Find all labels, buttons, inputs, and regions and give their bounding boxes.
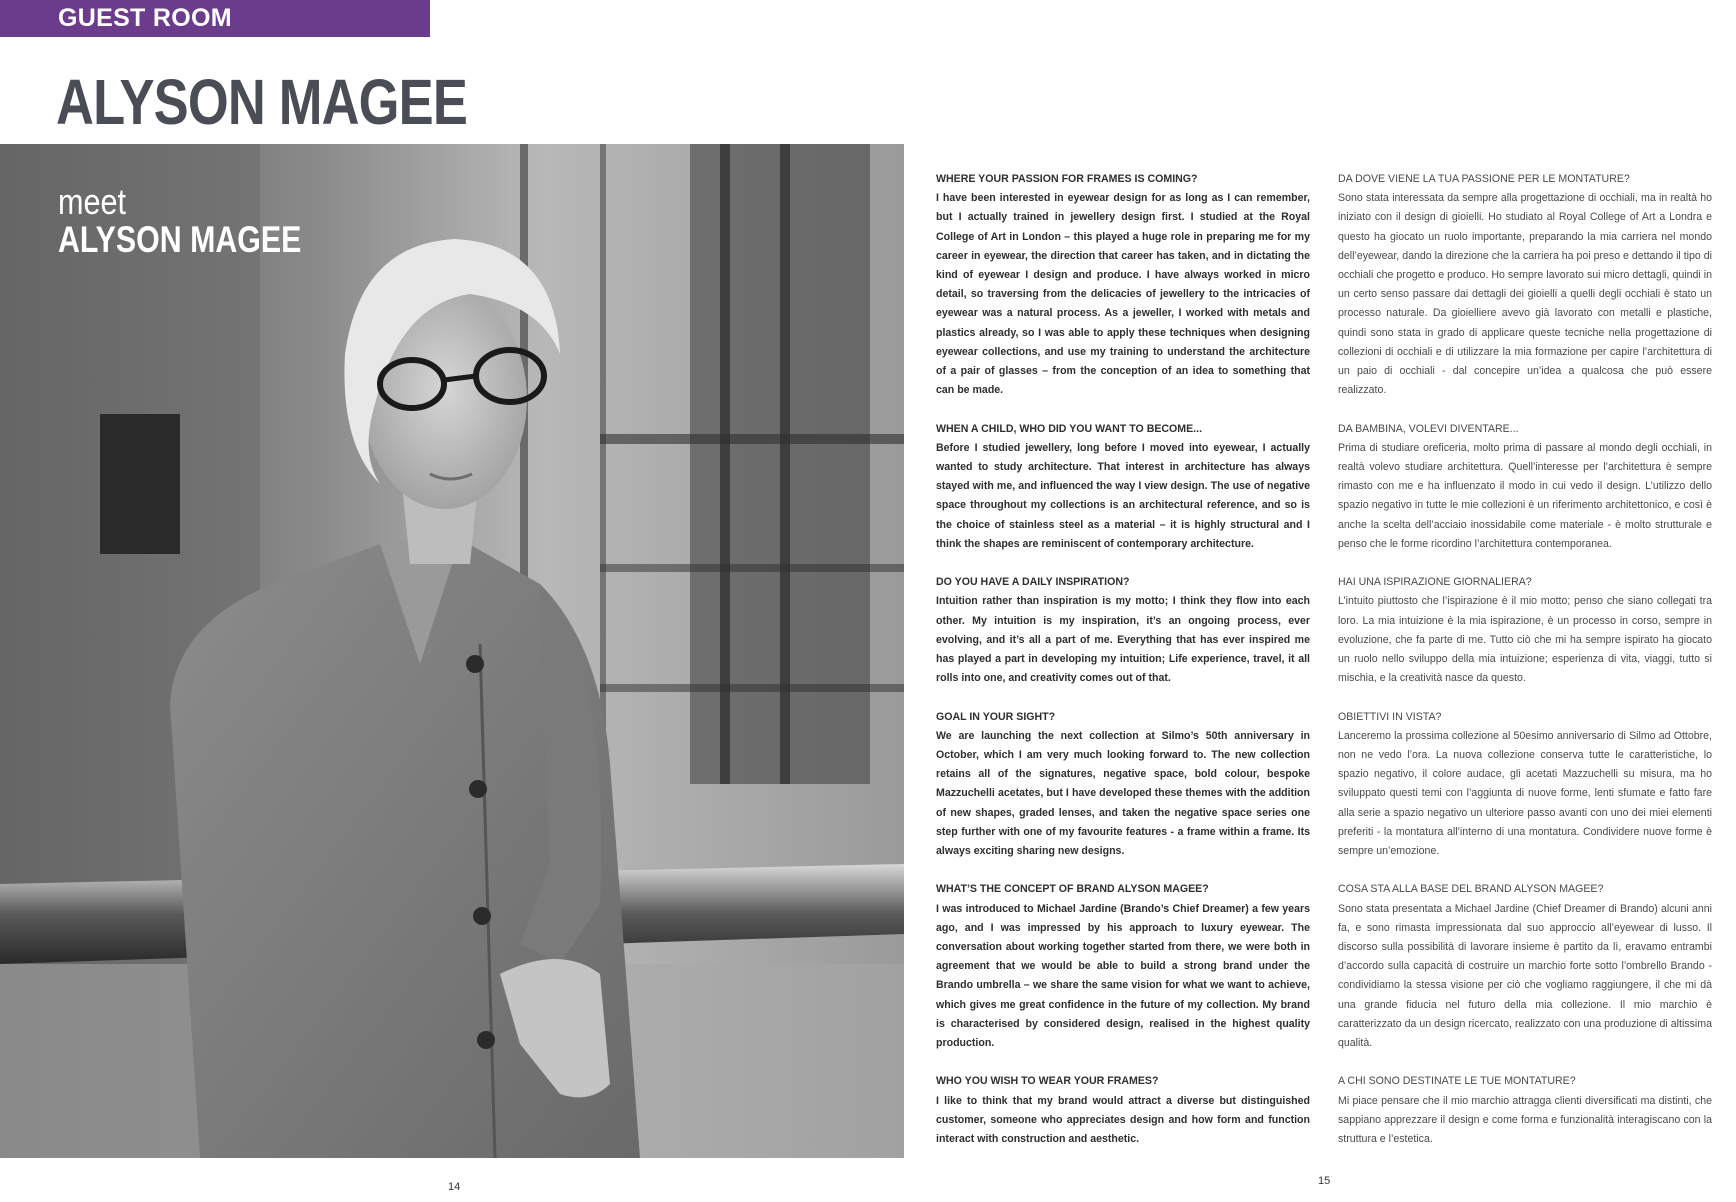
meet-word: meet (58, 181, 127, 222)
meet-overlay (58, 181, 355, 260)
italian-column (1338, 170, 1712, 1168)
answer: Sono stata presentata a Michael Jardine (Chief Dreamer di Brando) alcuni anni fa, e sono rimasta impressionata dal suo approccio all’eyewear di lusso. Il discorso sulla possibilità di lavorare insieme è partito da lì, eravamo entrambi d’accordo sulla capacità di costruire un marchio forte sotto l’ombrello Brando - condividiamo la stessa visione per ciò che vogliamo raggiungere, il che mi dà una grande fiducia nel futuro della mia collezione. Il mio marchio è caratterizzato da un design ricercato, realizzato con una produzione di altissima qualità. (1338, 902, 1712, 1050)
qa-block (1338, 170, 1712, 400)
qa-block (1338, 708, 1712, 862)
question: OBIETTIVI IN VISTA? (1338, 710, 1442, 723)
question: A CHI SONO DESTINATE LE TUE MONTATURE? (1338, 1075, 1576, 1088)
qa-block (1338, 880, 1712, 1053)
question: DO YOU HAVE A DAILY INSPIRATION? (936, 576, 1130, 589)
section-label: GUEST ROOM (0, 0, 430, 37)
page-title: ALYSON MAGEE (56, 66, 468, 138)
overlay-name: ALYSON MAGEE (58, 219, 302, 260)
question: HAI UNA ISPIRAZIONE GIORNALIERA? (1338, 576, 1532, 589)
answer: Intuition rather than inspiration is my motto; I think they flow into each other. My intuition is my inspiration, it’s an ongoing process, ever evolving, and it’s all a part of me. Everything that has ever inspired me has played a part in developing my intuition; Life experience, travel, it all rolls into one, and creativity comes out of that. (936, 595, 1310, 685)
question: WHAT’S THE CONCEPT OF BRAND ALYSON MAGEE? (936, 883, 1209, 896)
portrait-photo (0, 144, 904, 1158)
qa-block (936, 420, 1310, 554)
qa-block (1338, 420, 1712, 554)
answer: I like to think that my brand would attract a diverse but distinguished customer, someone who appreciates design and how form and function interact with construction and aesthetic. (936, 1094, 1310, 1146)
question: GOAL IN YOUR SIGHT? (936, 710, 1056, 723)
question: WHERE YOUR PASSION FOR FRAMES IS COMING? (936, 173, 1198, 185)
answer: Prima di studiare oreficeria, molto prima di passare al mondo degli occhiali, in realtà volevo studiare architettura. Quell’interesse per l’architettura è sempre rimasto con me e ha influenzato il modo in cui vedo il design. L’utilizzo dello spazio negativo in tutte le mie collezioni è un riferimento architettonico, e così è anche la scelta dell’acciaio inossidabile come materiale - è molto strutturale e penso che le forme ricordino l’architettura contemporanea. (1338, 441, 1712, 550)
answer: I have been interested in eyewear design for as long as I can remember, but I actually trained in jewellery design first. I studied at the Royal College of Art in London – this played a huge role in preparing me for my career in eyewear, the direction that career has taken, and in dictating the kind of eyewear I design and produce. I have always worked in micro detail, so traversing from the delicacies of jewellery to the intricacies of eyewear was a natural process. As a jeweller, I worked with metals and plastics already, so I was able to apply these techniques when designing eyewear collections, and use my training to understand the architecture of a pair of glasses – from the conception of an idea to something that can be made. (936, 192, 1310, 397)
qa-block (936, 1072, 1310, 1149)
qa-block (936, 708, 1310, 862)
answer: Lanceremo la prossima collezione al 50esimo anniversario di Silmo ad Ottobre, non ne vedo l’ora. La nuova collezione conserva tutte le caratteristiche, lo spazio negativo, il colore audace, gli acetati Mazzuchelli su misura, ma ho sviluppato questi temi con l’aggiunta di nuove forme, lenti sfumate e fatto fare alla serie a spazio negativo un ulteriore passo avanti con uno dei miei elementi preferiti - la montatura all’interno di una montatura. Condividere nuove forme è sempre un’emozione. (1338, 729, 1712, 858)
qa-block (936, 573, 1310, 688)
question: WHEN A CHILD, WHO DID YOU WANT TO BECOME... (936, 422, 1203, 435)
answer: We are launching the next collection at Silmo’s 50th anniversary in October, which I am very much looking forward to. The new collection retains all of the signatures, negative space, bold colour, bespoke Mazzuchelli acetates, but I have developed these themes with the addition of new shapes, graded lenses, and taken the negative space series one step further with one of my favourite features - a frame within a frame. Its always exciting sharing new designs. (936, 729, 1310, 858)
question: DA BAMBINA, VOLEVI DIVENTARE... (1338, 422, 1519, 435)
qa-block (1338, 573, 1712, 688)
qa-block (936, 880, 1310, 1053)
answer: Before I studied jewellery, long before I moved into eyewear, I actually wanted to study architecture. That interest in architecture has always stayed with me, and influenced the way I view design. The use of negative space throughout my collections is an architectural reference, and so is the choice of stainless steel as a material – it is highly structural and I think the shapes are reminiscent of contemporary architecture. (936, 441, 1310, 550)
answer: Mi piace pensare che il mio marchio attragga clienti diversificati ma distinti, che sappiano apprezzare il design e come forma e funzionalità interagiscano con la struttura e l’estetica. (1338, 1094, 1712, 1146)
question: DA DOVE VIENE LA TUA PASSIONE PER LE MONTATURE? (1338, 173, 1630, 185)
question: WHO YOU WISH TO WEAR YOUR FRAMES? (936, 1075, 1159, 1088)
page-number-left: 14 (448, 1181, 461, 1193)
english-column (936, 170, 1310, 1168)
answer: I was introduced to Michael Jardine (Brando’s Chief Dreamer) a few years ago, and I was impressed by his approach to luxury eyewear. The conversation about working together started from there, we were both in agreement that we would be able to build a strong brand under the Brando umbrella – we share the same vision for what we want to achieve, which gives me great confidence in the future of my collection. My brand is characterised by considered design, realised in the highest quality production. (936, 902, 1310, 1050)
qa-block (1338, 1072, 1712, 1149)
qa-block (936, 170, 1310, 400)
page-number-right: 15 (1318, 1175, 1331, 1187)
answer: L’intuito piuttosto che l’ispirazione è il mio motto; penso che siano collegati tra loro. La mia intuizione è la mia ispirazione, è un processo in corso, sempre in evoluzione, che fa parte di me. Tutto ciò che mi ha sempre ispirato ha giocato un ruolo nello sviluppo della mia intuizione; esperienza di vita, viaggi, tutto si mischia, e la creatività nasce da questo. (1338, 595, 1712, 685)
answer: Sono stata interessata da sempre alla progettazione di occhiali, ma in realtà ho iniziato con il design di gioielli. Ho studiato al Royal College of Art a Londra e questo ha giocato un ruolo importante, preparando la mia carriera nel mondo dell’eyewear, dando la direzione che la carriera ha poi preso e dettando il tipo di occhiali che progetto e produco. Ho sempre lavorato sui micro dettagli, quindi in un certo senso passare dai dettagli dei gioielli a quelli degli occhiali è stato un processo naturale. Da gioielliere avevo già lavorato con metalli e plastiche, quindi sono stata in grado di applicare queste tecniche nella progettazione di collezioni di occhiali e di utilizzare la mia formazione per capire l’architettura di un paio di occhiali - dal concepire un’idea a qualcosa che può essere realizzato. (1338, 192, 1712, 397)
question: COSA STA ALLA BASE DEL BRAND ALYSON MAGEE? (1338, 883, 1604, 896)
